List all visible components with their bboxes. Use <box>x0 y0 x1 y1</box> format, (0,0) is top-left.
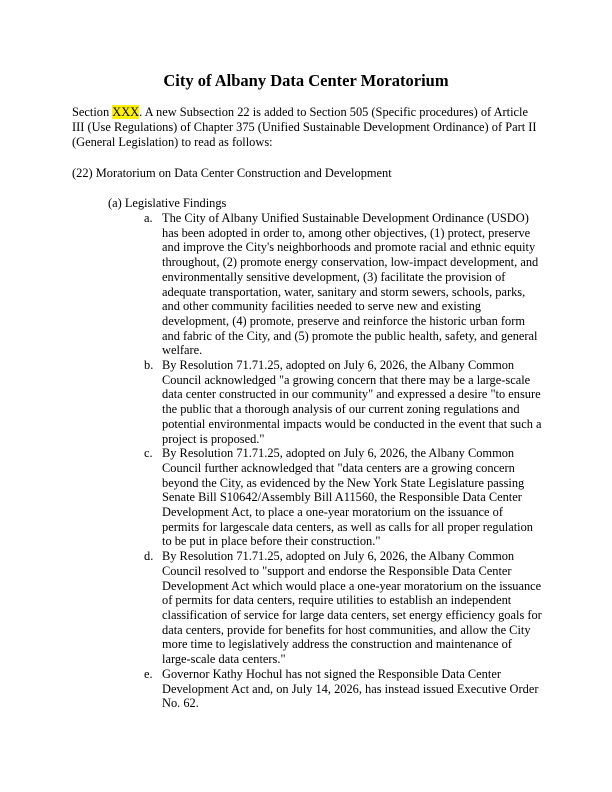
finding-item-c <box>0 446 542 549</box>
finding-text: By Resolution 71.71.25, adopted on July 6, 2026, the Albany Common Council resolved to "support and endorse the Responsible Data Center Development Act which would place a one-year moratorium on the issuance of permits for data centers, require utilities to establish an independent classification of service for large data centers, set energy efficiency goals for data centers, provide for benefits for host communities, and allow the City more time to legislatively address the construction and maintenance of large-scale data centers." <box>162 549 542 667</box>
section-number-highlight: XXX <box>112 105 140 119</box>
section-intro-prefix: Section <box>72 105 113 119</box>
finding-item-e <box>0 667 542 711</box>
finding-item-d <box>0 549 542 667</box>
document-title: City of Albany Data Center Moratorium <box>163 71 449 90</box>
finding-text: The City of Albany Unified Sustainable Development Ordinance (USDO) has been adopted in order to, among other objectives, (1) protect, preserve and improve the City's neighborhoods and promote racial and ethnic equity throughout, (2) promote energy conservation, low-impact development, and environmentally sensitive development, (3) facilitate the provision of adequate transportation, water, sanitary and storm sewers, schools, parks, and other community facilities needed to serve new and existing development, (4) promote, preserve and reinforce the historic urban form and fabric of the City, and (5) promote the public health, safety, and general welfare. <box>162 211 539 358</box>
legislative-findings-heading: (a) Legislative Findings <box>108 196 227 210</box>
section-intro <box>72 105 542 150</box>
finding-marker: d. <box>144 549 154 564</box>
legislative-findings-list <box>0 211 612 711</box>
finding-marker: e. <box>144 666 153 681</box>
finding-item-b <box>0 358 542 446</box>
subsection-heading: (22) Moratorium on Data Center Construction and Development <box>72 166 392 180</box>
section-intro-text: . A new Subsection 22 is added to Section 505 (Specific procedures) of Article III (Use Regulations) of Chapter 375 (Unified Sustainable Development Ordinance) of Part II (General Legislation) to read as follows: <box>72 105 537 149</box>
finding-marker: b. <box>144 358 154 373</box>
finding-text: Governor Kathy Hochul has not signed the Responsible Data Center Development Act and, on July 14, 2026, has instead issued Executive Order No. 62. <box>162 666 539 711</box>
finding-item-a <box>0 211 542 358</box>
finding-marker: c. <box>144 446 153 461</box>
finding-text: By Resolution 71.71.25, adopted on July 6, 2026, the Albany Common Council acknowledged "a growing concern that there may be a large-scale data center constructed in our community" and expressed a desire "to ensure the public that a thorough analysis of our current zoning regulations and potential environmental impacts would be conducted in the event that such a project is proposed." <box>162 358 542 446</box>
finding-marker: a. <box>144 211 153 225</box>
finding-text: By Resolution 71.71.25, adopted on July 6, 2026, the Albany Common Council further acknowledged that "data centers are a growing concern beyond the City, as evidenced by the New York State Legislature passing Senate Bill S10642/Assembly Bill A11560, the Responsible Data Center Development Act, to place a one-year moratorium on the issuance of permits for largescale data centers, as well as calls for all proper regulation to be put in place before their construction." <box>162 446 533 549</box>
